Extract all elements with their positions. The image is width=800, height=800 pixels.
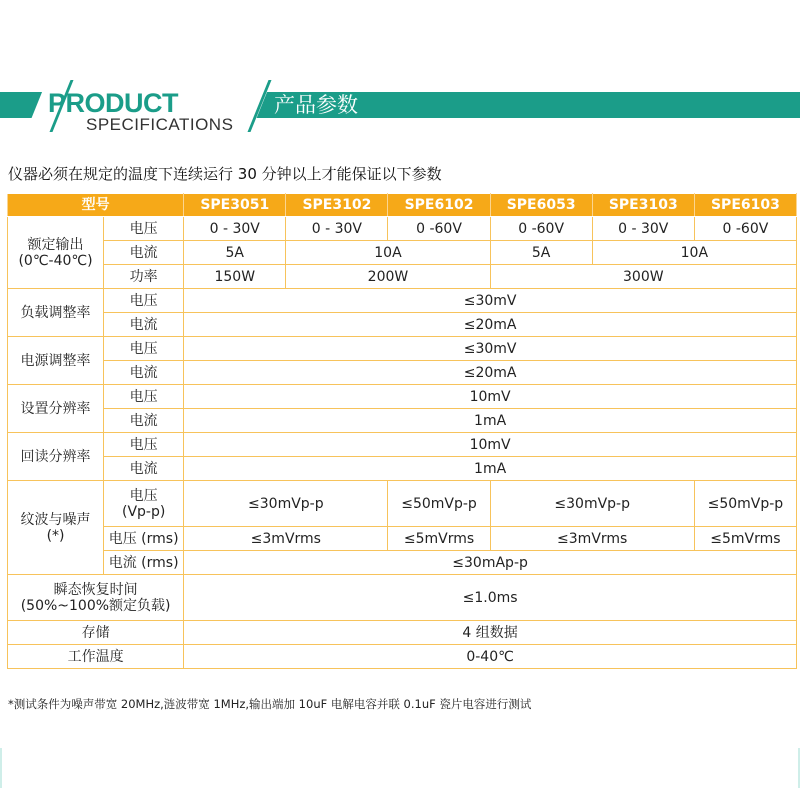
row-label-transient-recovery: 瞬态恢复时间 (50%~100%额定负载) — [8, 575, 184, 621]
cell: 0 -60V — [490, 217, 592, 241]
footnote: *测试条件为噪声带宽 20MHz,涟波带宽 1MHz,输出端加 10uF 电解电容并联 0.1uF 瓷片电容进行测试 — [8, 697, 532, 711]
header-model-name: SPE3051 — [184, 194, 286, 217]
cell: ≤3mVrms — [184, 527, 388, 551]
logo-product: PRODUCT — [48, 88, 178, 118]
cell: ≤20mA — [184, 313, 797, 337]
cell: ≤30mV — [184, 337, 797, 361]
cell: 10A — [286, 241, 490, 265]
table-row — [8, 409, 797, 433]
row-label-ripple-noise: 纹波与噪声 (*) — [8, 481, 104, 575]
cell: 300W — [490, 265, 796, 289]
sub-label: 电流 — [104, 313, 184, 337]
cell: 0 - 30V — [286, 217, 388, 241]
sub-label: 电压 (rms) — [104, 527, 184, 551]
table-row — [8, 645, 797, 669]
decorative-edge — [0, 748, 2, 788]
cell: ≤30mVp-p — [184, 481, 388, 527]
table-row — [8, 241, 797, 265]
cell: ≤5mVrms — [694, 527, 796, 551]
table-row — [8, 527, 797, 551]
cell: 1mA — [184, 457, 797, 481]
cell: ≤30mV — [184, 289, 797, 313]
cell: 0 -60V — [388, 217, 490, 241]
table-header-row — [8, 194, 797, 217]
header-model: 型号 — [8, 194, 184, 217]
cell: ≤50mVp-p — [388, 481, 490, 527]
cell: 5A — [490, 241, 592, 265]
cell: 200W — [286, 265, 490, 289]
cell: 1mA — [184, 409, 797, 433]
table-row — [8, 575, 797, 621]
sub-label: 电压 — [104, 433, 184, 457]
table-row — [8, 361, 797, 385]
cell: ≤50mVp-p — [694, 481, 796, 527]
sub-label: 功率 — [104, 265, 184, 289]
cell: ≤20mA — [184, 361, 797, 385]
table-row — [8, 289, 797, 313]
cell: ≤1.0ms — [184, 575, 797, 621]
cell: 5A — [184, 241, 286, 265]
cell: ≤5mVrms — [388, 527, 490, 551]
header-model-name: SPE6053 — [490, 194, 592, 217]
table-row — [8, 385, 797, 409]
cell: 10mV — [184, 433, 797, 457]
cell: ≤3mVrms — [490, 527, 694, 551]
cell: ≤30mAp-p — [184, 551, 797, 575]
sub-label: 电流 — [104, 361, 184, 385]
cell: 150W — [184, 265, 286, 289]
page-title: 产品参数 — [274, 93, 358, 117]
cell: 4 组数据 — [184, 621, 797, 645]
cell: 10mV — [184, 385, 797, 409]
table-row — [8, 481, 797, 527]
intro-text: 仪器必须在规定的温度下连续运行 30 分钟以上才能保证以下参数 — [8, 165, 442, 183]
cell: 0 - 30V — [184, 217, 286, 241]
table-row — [8, 433, 797, 457]
table-row — [8, 217, 797, 241]
sub-label: 电流 — [104, 241, 184, 265]
table-row — [8, 457, 797, 481]
sub-label: 电流 (rms) — [104, 551, 184, 575]
sub-label: 电压 — [104, 337, 184, 361]
cell: ≤30mVp-p — [490, 481, 694, 527]
cell: 0 - 30V — [592, 217, 694, 241]
row-label-source-regulation: 电源调整率 — [8, 337, 104, 385]
row-label-readback-resolution: 回读分辨率 — [8, 433, 104, 481]
logo-specifications: SPECIFICATIONS — [86, 116, 234, 130]
row-label-storage: 存储 — [8, 621, 184, 645]
table-row — [8, 313, 797, 337]
header-model-name: SPE6103 — [694, 194, 796, 217]
cell: 10A — [592, 241, 796, 265]
sub-label: 电流 — [104, 409, 184, 433]
sub-label: 电流 — [104, 457, 184, 481]
spec-table — [7, 193, 797, 669]
row-label-operating-temperature: 工作温度 — [8, 645, 184, 669]
table-row — [8, 551, 797, 575]
sub-label: 电压 — [104, 289, 184, 313]
row-label-load-regulation: 负载调整率 — [8, 289, 104, 337]
table-row — [8, 621, 797, 645]
sub-label: 电压 (Vp-p) — [104, 481, 184, 527]
sub-label: 电压 — [104, 385, 184, 409]
header-model-name: SPE6102 — [388, 194, 490, 217]
row-label-set-resolution: 设置分辨率 — [8, 385, 104, 433]
header-model-name: SPE3102 — [286, 194, 388, 217]
header-model-name: SPE3103 — [592, 194, 694, 217]
row-label-rated-output: 额定输出 (0℃-40℃) — [8, 217, 104, 289]
sub-label: 电压 — [104, 217, 184, 241]
cell: 0 -60V — [694, 217, 796, 241]
table-row — [8, 337, 797, 361]
cell: 0-40℃ — [184, 645, 797, 669]
table-row — [8, 265, 797, 289]
